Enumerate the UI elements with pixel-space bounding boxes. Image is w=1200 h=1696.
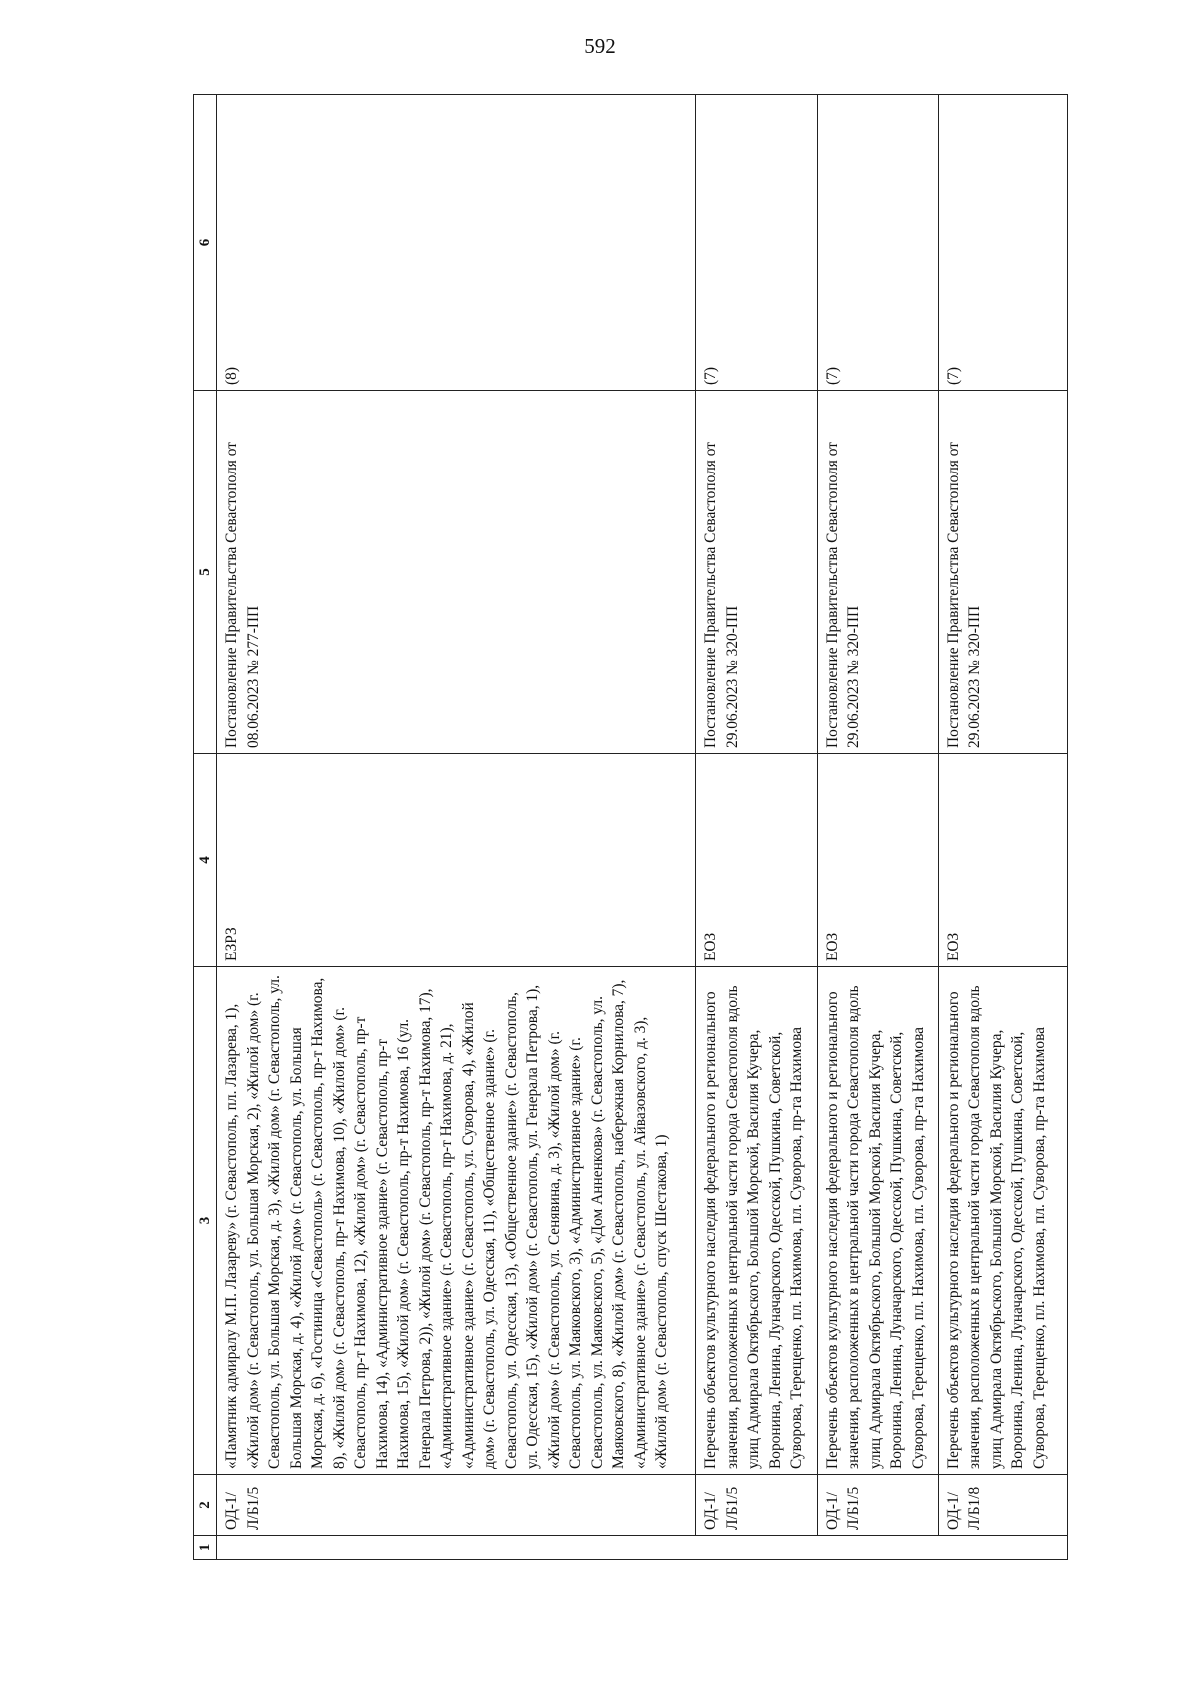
legal-document-cell: Постановление Правительства Севастополя от 29.06.2023 № 320-ПП [696,391,817,754]
header-col-6: 6 [194,95,217,391]
objects-description-cell: Перечень объектов культурного наследия федерального и регионального значения, расположенных в центральной части города Севастополя вдоль улиц Адмирала Октябрьского, Большой Морской, Василия Кучера, Воронина, Ленина, Луначарского, Одесской, Пушкина, Советской, Суворова, Терещенко, пл. Нахимова, пл. Суворова, пр-та Нахимова [938,967,1067,1475]
zone-code-cell: ОД-1/Л/Б1/5 [217,1475,696,1536]
header-col-4: 4 [194,754,217,967]
legal-document-cell: Постановление Правительства Севастополя от 29.06.2023 № 320-ПП [817,391,938,754]
table-row [217,95,696,1560]
row-index-cell [217,1536,1068,1560]
objects-description-cell: «Памятник адмиралу М.П. Лазареву» (г. Севастополь, пл. Лазарева, 1), «Жилой дом» (г. Севастополь, ул. Большая Морская, 2), «Жилой дом» (г. Севастополь, ул. Большая Морская, д. 3), «Жилой дом» (г. Севастополь, ул. Большая Морская, д. 4), «Жилой дом» (г. Севастополь, ул. Большая Морская, д. 6), «Гостиница «Севастополь» (г. Севастополь, пр-т Нахимова, 8), «Жилой дом» (г. Севастополь, пр-т Нахимова, 10), «Жилой дом» (г. Севастополь, пр-т Нахимова, 12), «Жилой дом» (г. Севастополь, пр-т Нахимова, 14), «Административное здание» (г. Севастополь, пр-т Нахимова, 15), «Жилой дом» (г. Севастополь, пр-т Нахимова, 16 (ул. Генерала Петрова, 2)), «Жилой дом» (г. Севастополь, пр-т Нахимова, 17), «Административное здание» (г. Севастополь, пр-т Нахимова, д. 21), «Административное здание» (г. Севастополь, ул. Суворова, 4), «Жилой дом» (г. Севастополь, ул. Одесская, 11), «Общественное здание» (г. Севастополь, ул. Одесская, 13), «Общественное здание» (г. Севастополь, ул. Одесская, 15), «Жилой дом» (г. Севастополь, ул. Генерала Петрова, 1), «Жилой дом» (г. Севастополь, ул. Сенявина, д. 3), «Жилой дом» (г. Севастополь, ул. Маяковского, 3), «Административное здание» (г. Севастополь, ул. Маяковского, 5), «Дом Анненкова» (г. Севастополь, ул. Маяковского, 8), «Жилой дом» (г. Севастополь, набережная Корнилова, 7), «Административное здание» (г. Севастополь, ул. Айвазовского, д. 3), «Жилой дом» (г. Севастополь, спуск Шестакова, 1) [217,967,696,1475]
zone-type-cell: ЕЗРЗ [217,754,696,967]
note-cell: (7) [817,95,938,391]
table-row [696,95,817,1560]
zone-type-cell: ЕОЗ [696,754,817,967]
objects-description-cell: Перечень объектов культурного наследия федерального и регионального значения, расположенных в центральной части города Севастополя вдоль улиц Адмирала Октябрьского, Большой Морской, Василия Кучера, Воронина, Ленина, Луначарского, Одесской, Пушкина, Советской, Суворова, Терещенко, пл. Нахимова, пл. Суворова, пр-та Нахимова [696,967,817,1475]
legal-document-cell: Постановление Правительства Севастополя от 29.06.2023 № 320-ПП [938,391,1067,754]
note-cell: (8) [217,95,696,391]
page-number: 592 [584,34,616,58]
note-cell: (7) [696,95,817,391]
note-cell: (7) [938,95,1067,391]
zone-code-cell: ОД-1/Л/Б1/5 [696,1475,817,1536]
zone-type-cell: ЕОЗ [817,754,938,967]
header-col-3: 3 [194,967,217,1475]
header-col-2: 2 [194,1475,217,1536]
zone-code-cell: ОД-1/Л/Б1/8 [938,1475,1067,1536]
objects-description-cell: Перечень объектов культурного наследия федерального и регионального значения, расположенных в центральной части города Севастополя вдоль улиц Адмирала Октябрьского, Большой Морской, Василия Кучера, Воронина, Ленина, Луначарского, Одесской, Пушкина, Советской, Суворова, Терещенко, пл. Нахимова, пл. Суворова, пр-та Нахимова [817,967,938,1475]
zone-code-cell: ОД-1/Л/Б1/5 [817,1475,938,1536]
rotated-table-wrapper [193,95,1068,1560]
table-row [817,95,938,1560]
zone-type-cell: ЕОЗ [938,754,1067,967]
header-col-1: 1 [194,1536,217,1560]
header-row [194,95,217,1560]
table-row [938,95,1067,1560]
legal-document-cell: Постановление Правительства Севастополя от 08.06.2023 № 277-ПП [217,391,696,754]
header-col-5: 5 [194,391,217,754]
zones-table [193,94,1068,1560]
